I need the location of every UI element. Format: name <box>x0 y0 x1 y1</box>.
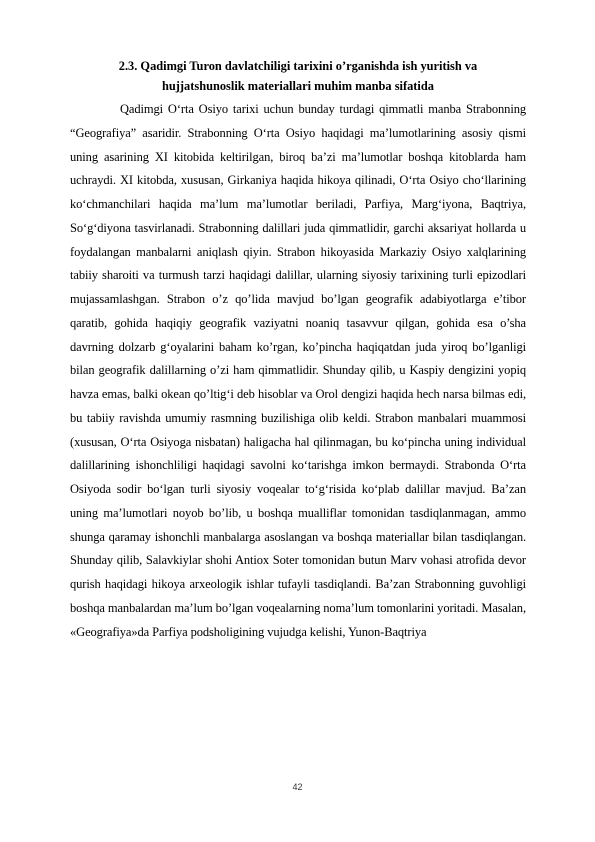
section-heading-line-1: 2.3. Qadimgi Turon davlatchiligi tarixini o’rganishda ish yuritish va <box>118 59 478 73</box>
body-paragraph: Qadimgi O‘rta Osiyo tarixi uchun bunday turdagi qimmatli manba Strabonning “Geografiya” asaridir. Strabonning O‘rta Osiyo haqidagi ma’lumotlarining asosiy qismi uning asarining XI kitobida keltirilgan, biroq ba’zi ma’lumotlar boshqa kitoblarda ham uchraydi. XI kitobda, xususan, Girkaniya haqida hikoya qilinadi, O‘rta Osiyo cho‘llarining ko‘chmanchilari haqida ma’lum ma’lumotlar beriladi, Parfiya, Marg‘iyona, Baqtriya, So‘g‘diyona tasvirlanadi. Strabonning dalillari juda qimmatlidir, garchi aksariyat hollarda u foydalangan manbalarni aniqlash qiyin. Strabon hikoyasida Markaziy Osiyo xalqlarining tabiiy sharoiti va turmush tarzi haqidagi dalillar, ularning siyosiy tarixining turli epizodlari mujassamlashgan. Strabon o’z qo’lida mavjud bo’lgan geografik adabiyotlarga e’tibor qaratib, gohida haqiqiy geografik vaziyatni noaniq tasavvur qilgan, gohida esa o’sha davrning dolzarb g‘oyalarini baham ko’rgan, ko’pincha haqiqatdan juda yiroq bo’lganligi bilan geografik dalillarning o’zi ham qimmatlidir. Shunday qilib, u Kaspiy dengizini yopiq havza emas, balki okean qo’ltig‘i deb hisoblar va Orol dengizi haqida hech narsa bilmas edi, bu tabiiy ravishda umumiy rasmning buzilishiga olib keldi. Strabon manbalari muammosi (xususan, O‘rta Osiyoga nisbatan) haligacha hal qilinmagan, bu ko‘pincha uning individual dalillarining ishonchliligi haqidagi savolni ko‘tarishga imkon bermaydi. Strabonda O‘rta Osiyoda sodir bo‘lgan turli siyosiy voqealar to‘g‘risida ko‘plab dalillar mavjud. Ba’zan uning ma’lumotlari noyob bo’lib, u boshqa mualliflar tomonidan tasdiqlanmagan, ammo shunga qaramay ishonchli manbalarga asoslangan va boshqa materiallar bilan tasdiqlangan. Shunday qilib, Salavkiylar shohi Antiox Soter tomonidan butun Marv vohasi atrofida devor qurish haqidagi hikoya arxeologik ishlar tufayli tasdiqlandi. Ba’zan Strabonning guvohligi boshqa manbalardan ma’lum bo’lgan voqealarning noma’lum tomonlarini yoritadi. Masalan, «Geografiya»da Parfiya podsholigining vujudga kelishi, Yunon-Baqtriya <box>70 102 526 639</box>
page-number: 42 <box>292 782 303 792</box>
section-heading-line-2: hujjatshunoslik materiallari muhim manba sifatida <box>162 79 434 93</box>
